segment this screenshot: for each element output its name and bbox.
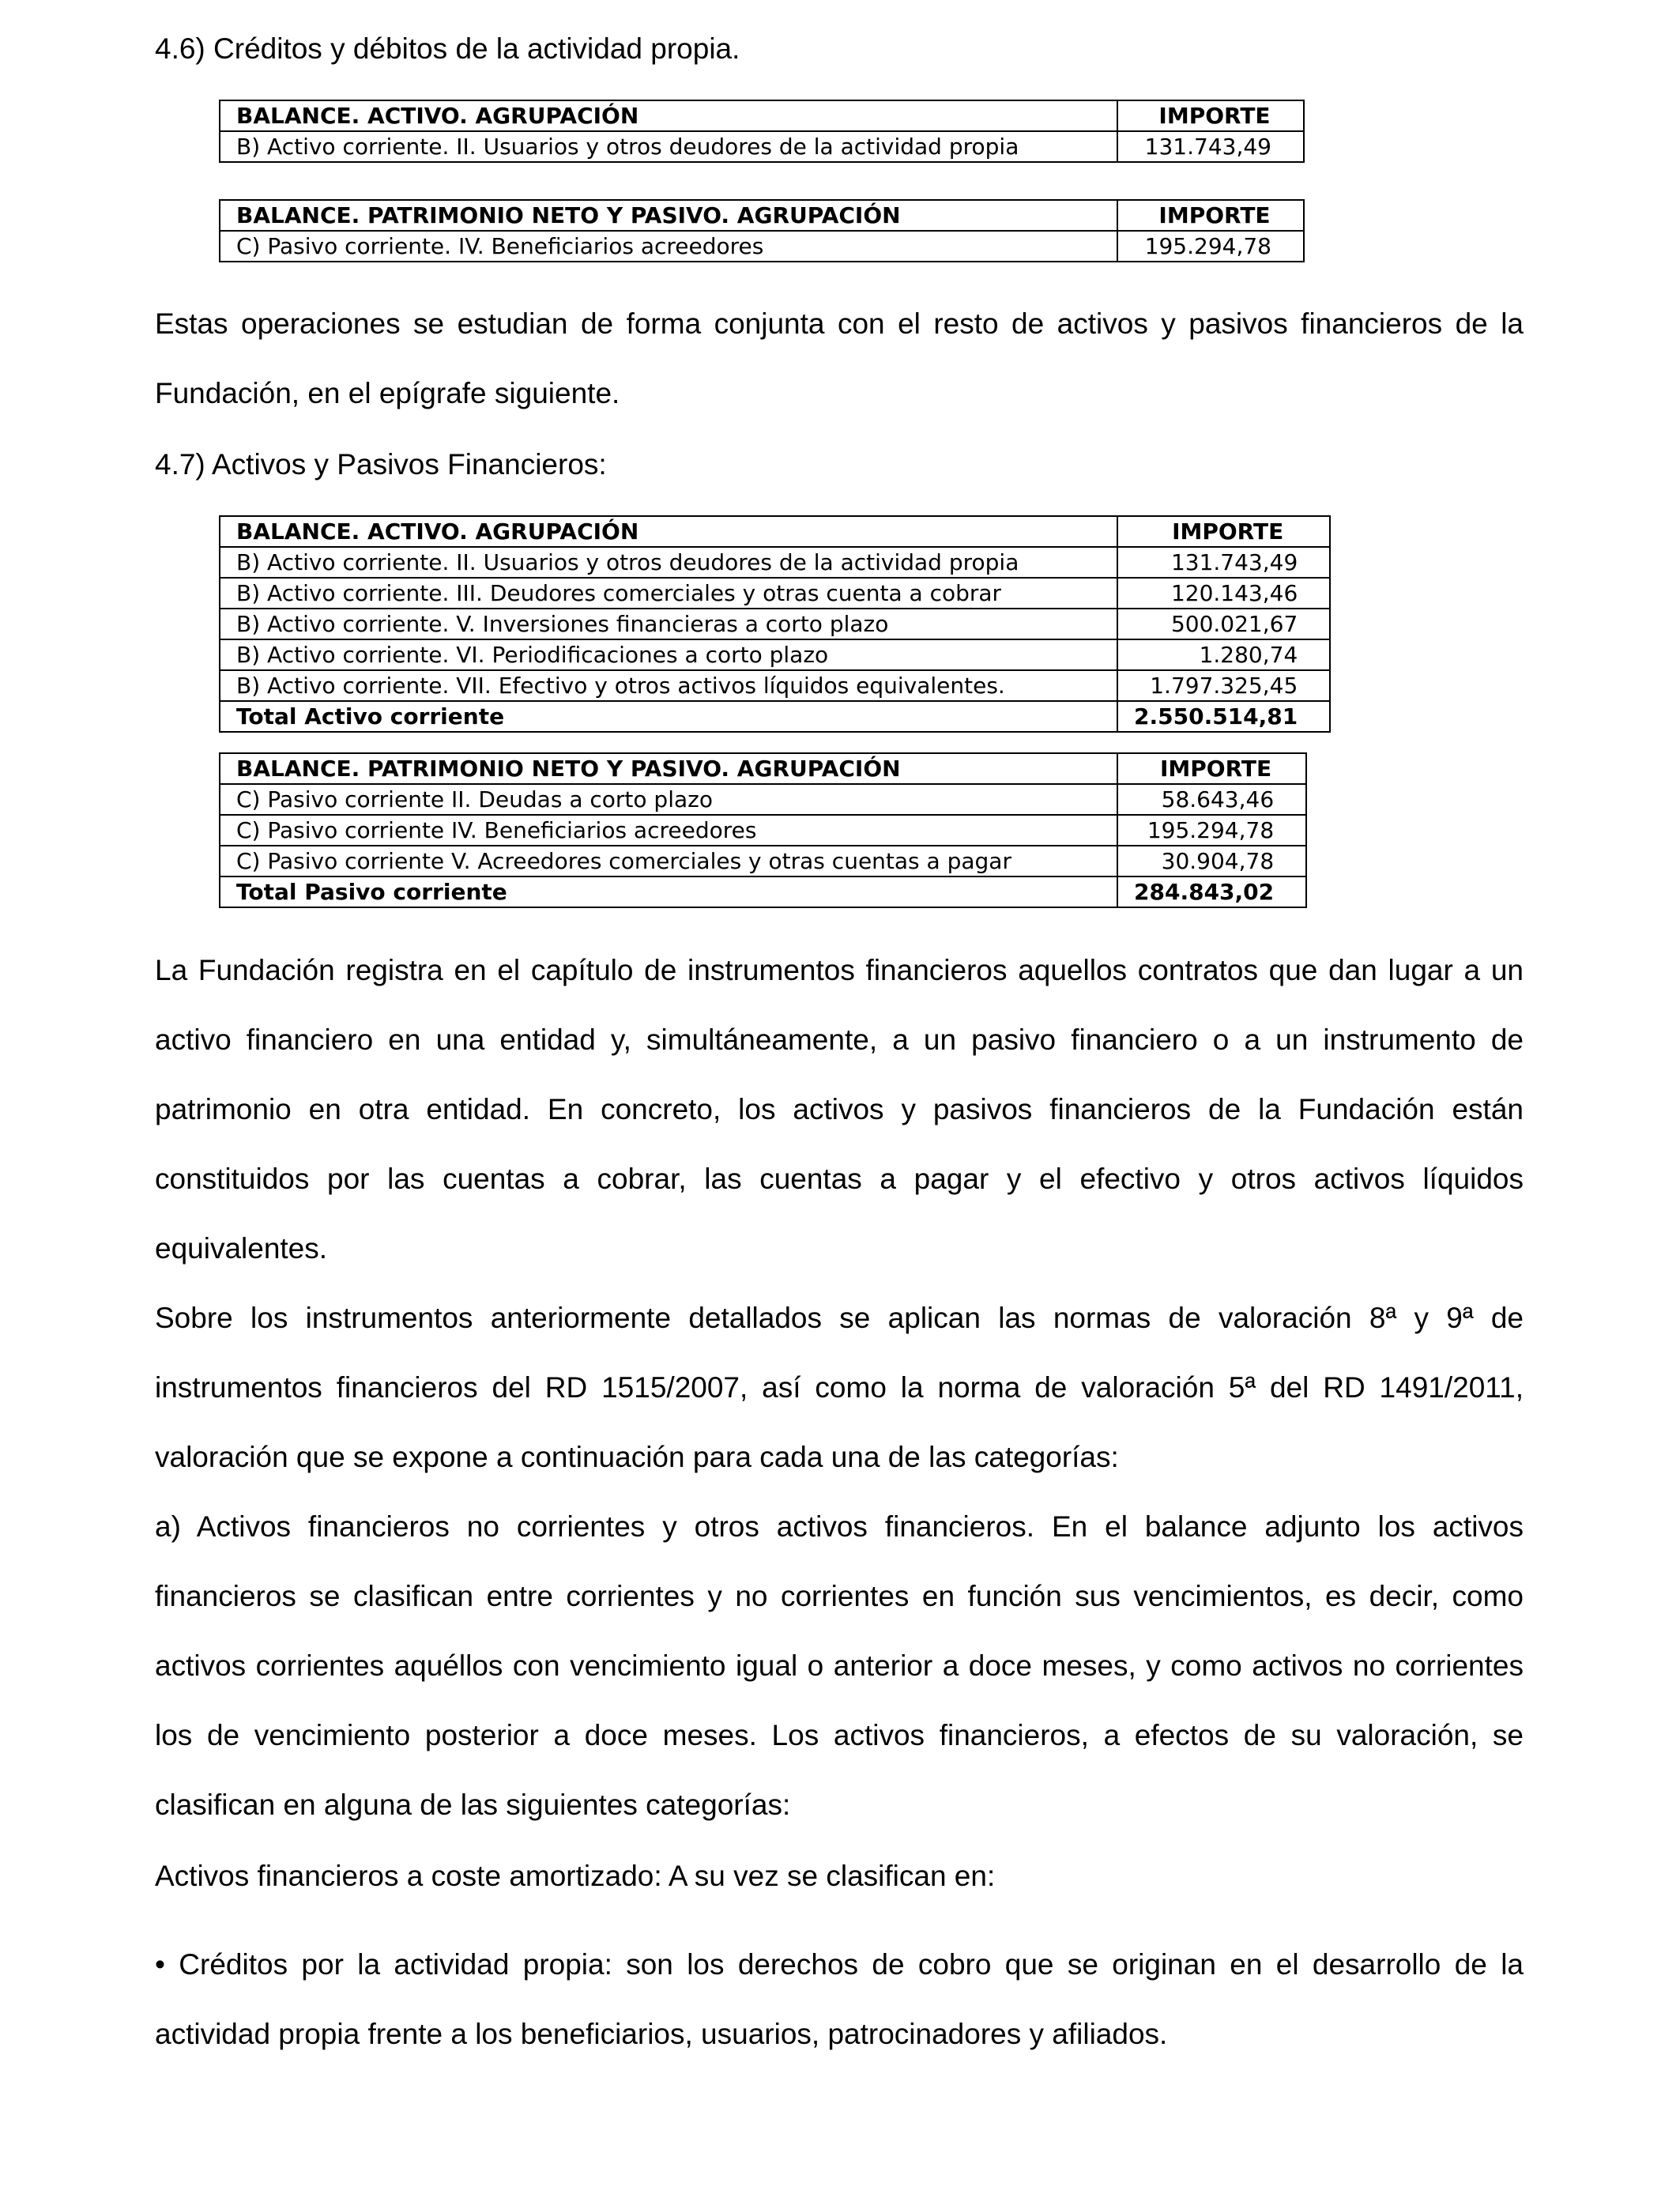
- header-importe: IMPORTE: [1117, 100, 1304, 131]
- row-amount: 1.280,74: [1117, 639, 1330, 670]
- table-row: [220, 846, 1306, 876]
- table-row: [220, 131, 1304, 162]
- table-total-row: [220, 701, 1330, 732]
- header-agrupacion: BALANCE. ACTIVO. AGRUPACIÓN: [220, 100, 1117, 131]
- row-amount: 1.797.325,45: [1117, 670, 1330, 701]
- row-amount: 120.143,46: [1117, 578, 1330, 609]
- table-row: [220, 784, 1306, 815]
- table-row: [220, 670, 1330, 701]
- table-activo-4-6: [219, 100, 1305, 163]
- paragraph-coste-amortizado: Activos financieros a coste amortizado: A su vez se clasifican en:: [155, 1860, 996, 1892]
- header-importe: IMPORTE: [1117, 516, 1330, 547]
- table-header-row: [220, 753, 1306, 784]
- row-label: B) Activo corriente. II. Usuarios y otros deudores de la actividad propia: [220, 547, 1117, 578]
- table-activo-4-7: [219, 515, 1331, 733]
- row-label: B) Activo corriente. VII. Efectivo y otros activos líquidos equivalentes.: [220, 670, 1117, 701]
- table-pasivo-4-7: [219, 752, 1307, 908]
- section-heading-4-6: 4.6) Créditos y débitos de la actividad propia.: [155, 32, 740, 65]
- table-header-row: [220, 100, 1304, 131]
- row-label: B) Activo corriente. V. Inversiones financieras a corto plazo: [220, 609, 1117, 639]
- paragraph-instrumentos: La Fundación registra en el capítulo de instrumentos financieros aquellos contratos que dan lugar a un activo financiero en una entidad y, simultáneamente, a un pasivo financiero o a un instrumento de patrimonio en otra entidad. En concreto, los activos y pasivos financieros de la Fundación están constituidos por las cuentas a cobrar, las cuentas a pagar y el efectivo y otros activos líquidos equivalentes.: [155, 954, 1524, 1265]
- row-label: C) Pasivo corriente IV. Beneficiarios acreedores: [220, 815, 1117, 846]
- row-amount: 195.294,78: [1117, 815, 1306, 846]
- paragraph-normas-valoracion: Sobre los instrumentos anteriormente detallados se aplican las normas de valoración 8ª y 9ª de instrumentos financieros del RD 1515/2007, así como la norma de valoración 5ª del RD 1491/2011, valoración que se expone a continuación para cada una de las categorías:: [155, 1302, 1524, 1473]
- row-amount: 195.294,78: [1117, 231, 1304, 262]
- section-heading-4-7: 4.7) Activos y Pasivos Financieros:: [155, 448, 607, 481]
- total-amount: 2.550.514,81: [1117, 701, 1330, 732]
- row-label: C) Pasivo corriente II. Deudas a corto plazo: [220, 784, 1117, 815]
- header-importe: IMPORTE: [1117, 200, 1304, 231]
- row-amount: 30.904,78: [1117, 846, 1306, 876]
- table-pasivo-4-6: [219, 199, 1305, 262]
- total-label: Total Pasivo corriente: [220, 876, 1117, 907]
- table-header-row: [220, 200, 1304, 231]
- row-label: B) Activo corriente. II. Usuarios y otros deudores de la actividad propia: [220, 131, 1117, 162]
- table-total-row: [220, 876, 1306, 907]
- paragraph-activos-no-corrientes: a) Activos financieros no corrientes y otros activos financieros. En el balance adjunto los activos financieros se clasifican entre corrientes y no corrientes en función sus vencimientos, es decir, como activos corrientes aquéllos con vencimiento igual o anterior a doce meses, y como activos no corrientes los de vencimiento posterior a doce meses. Los activos financieros, a efectos de su valoración, se clasifican en alguna de las siguientes categorías:: [155, 1510, 1524, 1821]
- paragraph-4-6: Estas operaciones se estudian de forma conjunta con el resto de activos y pasivos financieros de la Fundación, en el epígrafe siguiente.: [155, 307, 1524, 409]
- row-label: B) Activo corriente. VI. Periodificaciones a corto plazo: [220, 639, 1117, 670]
- total-label: Total Activo corriente: [220, 701, 1117, 732]
- row-amount: 58.643,46: [1117, 784, 1306, 815]
- row-label: C) Pasivo corriente. IV. Beneficiarios acreedores: [220, 231, 1117, 262]
- paragraph-creditos-actividad: • Créditos por la actividad propia: son los derechos de cobro que se originan en el desarrollo de la actividad propia frente a los beneficiarios, usuarios, patrocinadores y afiliados.: [155, 1948, 1524, 2050]
- table-row: [220, 815, 1306, 846]
- table-row: [220, 609, 1330, 639]
- row-label: C) Pasivo corriente V. Acreedores comerciales y otras cuentas a pagar: [220, 846, 1117, 876]
- table-row: [220, 231, 1304, 262]
- row-amount: 131.743,49: [1117, 547, 1330, 578]
- row-amount: 500.021,67: [1117, 609, 1330, 639]
- table-row: [220, 578, 1330, 609]
- total-amount: 284.843,02: [1117, 876, 1306, 907]
- row-amount: 131.743,49: [1117, 131, 1304, 162]
- header-importe: IMPORTE: [1117, 753, 1306, 784]
- table-header-row: [220, 516, 1330, 547]
- table-row: [220, 639, 1330, 670]
- table-row: [220, 547, 1330, 578]
- header-agrupacion: BALANCE. PATRIMONIO NETO Y PASIVO. AGRUPACIÓN: [220, 200, 1117, 231]
- header-agrupacion: BALANCE. PATRIMONIO NETO Y PASIVO. AGRUPACIÓN: [220, 753, 1117, 784]
- header-agrupacion: BALANCE. ACTIVO. AGRUPACIÓN: [220, 516, 1117, 547]
- row-label: B) Activo corriente. III. Deudores comerciales y otras cuenta a cobrar: [220, 578, 1117, 609]
